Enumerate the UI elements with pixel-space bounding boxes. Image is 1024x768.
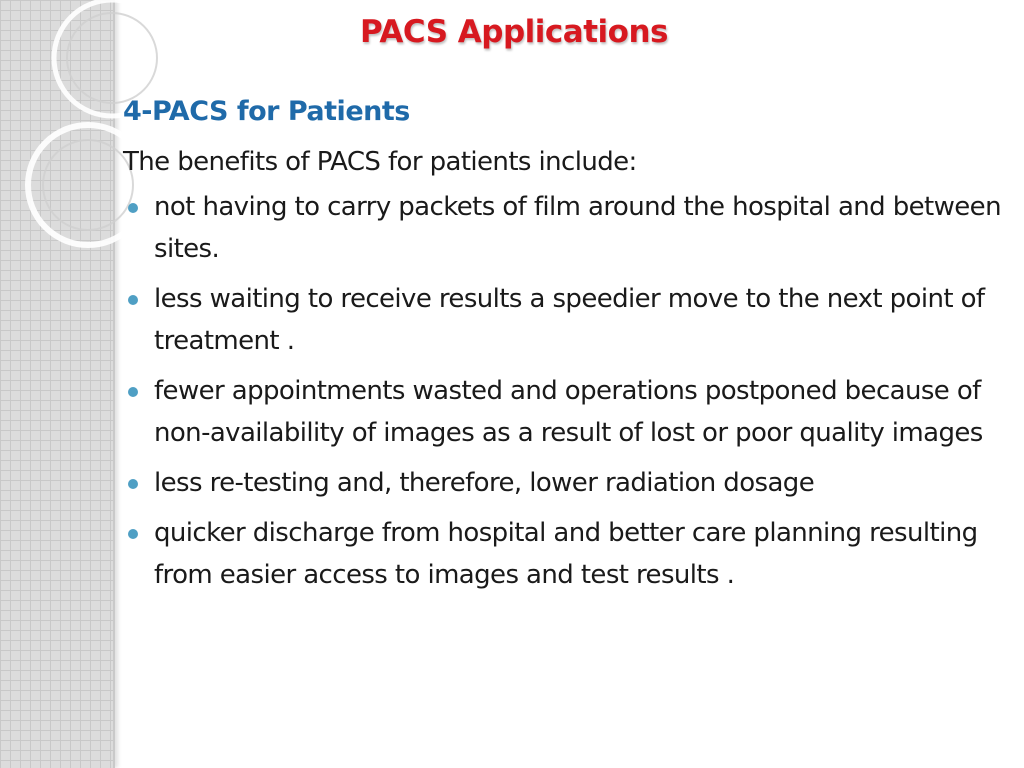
bullet-dot-icon: [128, 529, 138, 539]
list-item: [123, 462, 1019, 504]
intro-text: The benefits of PACS for patients include:: [123, 147, 637, 177]
slide-title: PACS Applications: [360, 14, 668, 50]
list-item: [123, 370, 1019, 454]
decorative-side-panel: [0, 0, 115, 768]
list-item-text: fewer appointments wasted and operations postponed because of non-availability of images as a result of lost or poor quality images: [154, 376, 983, 448]
bullet-dot-icon: [128, 295, 138, 305]
bullet-dot-icon: [128, 387, 138, 397]
slide-content: [123, 86, 1019, 604]
bullet-dot-icon: [128, 203, 138, 213]
list-item-text: less re-testing and, therefore, lower radiation dosage: [154, 468, 815, 498]
list-item: [123, 186, 1019, 270]
list-item: [123, 278, 1019, 362]
section-subtitle: 4-PACS for Patients: [123, 96, 410, 127]
list-item-text: quicker discharge from hospital and better care planning resulting from easier access to images and test results .: [154, 518, 978, 590]
list-item-text: not having to carry packets of film around the hospital and between sites.: [154, 192, 1001, 264]
bullet-dot-icon: [128, 479, 138, 489]
list-item: [123, 512, 1019, 596]
list-item-text: less waiting to receive results a speedier move to the next point of treatment .: [154, 284, 985, 356]
benefits-list: [123, 186, 1019, 596]
